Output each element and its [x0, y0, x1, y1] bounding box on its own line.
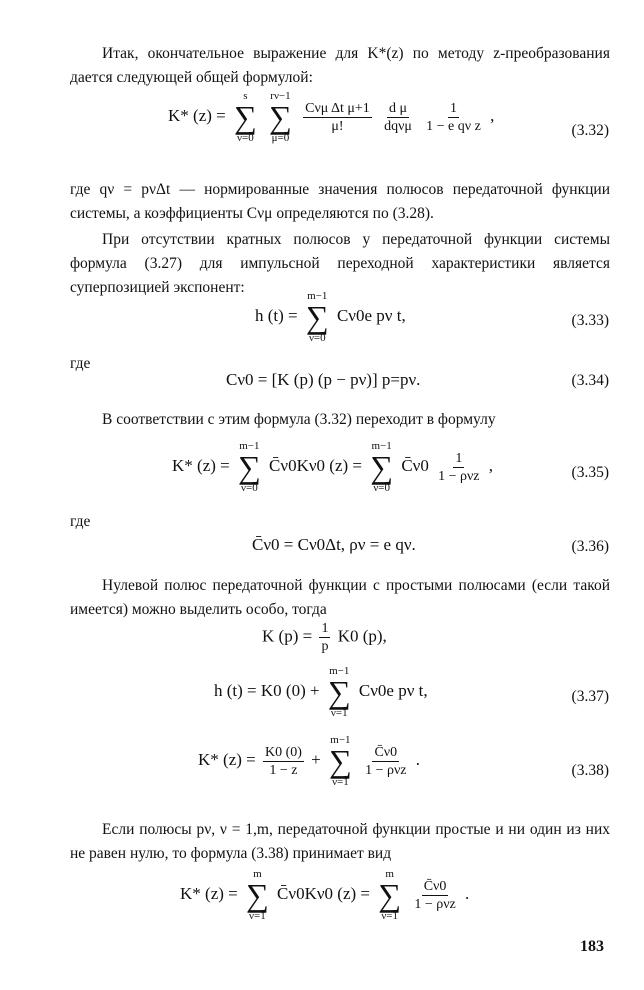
sum-symbol: m ∑ ν=1 — [378, 868, 402, 922]
equation-final: K* (z) = m ∑ ν=1 C̄ν0Kν0 (z) = m ∑ ν=1 $\frac{C̄\nu 0}{\text{1 − ρνz}}$ . — [180, 868, 470, 922]
where-label: где — [70, 355, 91, 372]
fraction: $\frac{1}{\text{1 − e qν z}}$ — [426, 100, 481, 134]
equation-3-35: K* (z) = m−1 ∑ ν=0 C̄ν0Kν0 (z) = m−1 ∑ ν=0 C̄ν0 $\frac{1}{\text{1 − ρνz}}$ , — [172, 440, 494, 494]
equation-number: (3.32) — [571, 122, 609, 139]
fraction: $\frac{C̄\nu 0}{\text{1 − ρνz}}$ — [414, 878, 456, 912]
equation-number: (3.35) — [571, 464, 609, 481]
paragraph-if-poles: Если полюсы pν, ν = 1,m, передаточной функции простые и ни один из них не равен нулю, то формула (3.38) принимает вид — [70, 821, 610, 862]
fraction: $\frac{K0 (0)}{1 - z}$ — [264, 744, 302, 778]
fraction: $\frac{1}{p}$ — [321, 621, 329, 654]
fraction: $\frac{\text{Cνμ Δt μ+1}}{\mu!}$ — [305, 100, 370, 134]
fraction: $\frac{C̄\nu 0}{\text{1 − ρνz}}$ — [365, 744, 407, 778]
paragraph-accordingly: В соответствии с этим формула (3.32) переходит в формулу — [102, 411, 496, 428]
sum-symbol: m−1 ∑ ν=0 — [237, 440, 261, 494]
equation-3-37: h (t) = K0 (0) + m−1 ∑ ν=1 Cν0e pν t, — [214, 665, 428, 719]
where-label: где — [70, 513, 91, 530]
sum-symbol: m−1 ∑ ν=0 — [305, 290, 329, 344]
fraction: $\frac{\text{d μ}}{\text{dqνμ}}$ — [384, 100, 412, 134]
equation-number: (3.33) — [571, 312, 609, 329]
equation-3-36: C̄ν0 = Cν0Δt, ρν = e qν. — [252, 535, 416, 554]
equation-3-32: K* (z) = s ∑ ν=0 rν−1 ∑ μ=0 $\frac{\text{Cνμ Δt μ+1}}{\mu!}$ $\frac{\text{d μ}}{\text{dqνμ}}$ $\frac{1}{\text{1 − e qν z}}$ , — [168, 90, 495, 144]
sum-symbol: m ∑ ν=1 — [245, 868, 269, 922]
equation-number: (3.38) — [571, 762, 609, 779]
equation-3-34: Cν0 = [K (p) (p − pν)] p=pν. — [226, 370, 421, 389]
sum-symbol: rν−1 ∑ μ=0 — [269, 90, 292, 144]
paragraph-zero-pole: Нулевой полюс передаточной функции с простыми полюсами (если такой имеется) можно выделить особо, тогда — [70, 577, 610, 618]
fraction: $\frac{1}{\text{1 − ρνz}}$ — [438, 450, 480, 484]
sum-symbol: s ∑ ν=0 — [233, 90, 257, 144]
sum-symbol: m−1 ∑ ν=0 — [370, 440, 394, 494]
paragraph-intro: Итак, окончательное выражение для K*(z) по методу z-преобразования дается следующей общей формулой: — [70, 45, 610, 86]
equation-number: (3.37) — [571, 688, 609, 705]
page-number: 183 — [580, 938, 604, 955]
sum-symbol: m−1 ∑ ν=1 — [327, 665, 351, 719]
equation-3-38: K* (z) = $\frac{K0 (0)}{1 - z}$ + m−1 ∑ ν=1 $\frac{C̄\nu 0}{\text{1 − ρνz}}$ . — [198, 734, 421, 788]
paragraph-where-q: где qν = pνΔt — нормированные значения полюсов передаточной функции системы, а коэффициенты Cνμ определяются по (3.28). — [70, 181, 610, 222]
equation-3-33: h (t) = m−1 ∑ ν=0 Cν0e pν t, — [255, 290, 406, 344]
equation-number: (3.34) — [571, 372, 609, 389]
sum-symbol: m−1 ∑ ν=1 — [329, 734, 352, 788]
equation-number: (3.36) — [571, 538, 609, 555]
eq-lhs: K* (z) = — [168, 105, 226, 125]
equation-kp: K (p) = $\frac{1}{p}$ K0 (p), — [262, 621, 387, 654]
paragraph-no-multiple-poles: При отсутствии кратных полюсов у передаточной функции системы формула (3.27) для импульсной переходной характеристики является суперпозицией экспонент: — [70, 231, 610, 296]
